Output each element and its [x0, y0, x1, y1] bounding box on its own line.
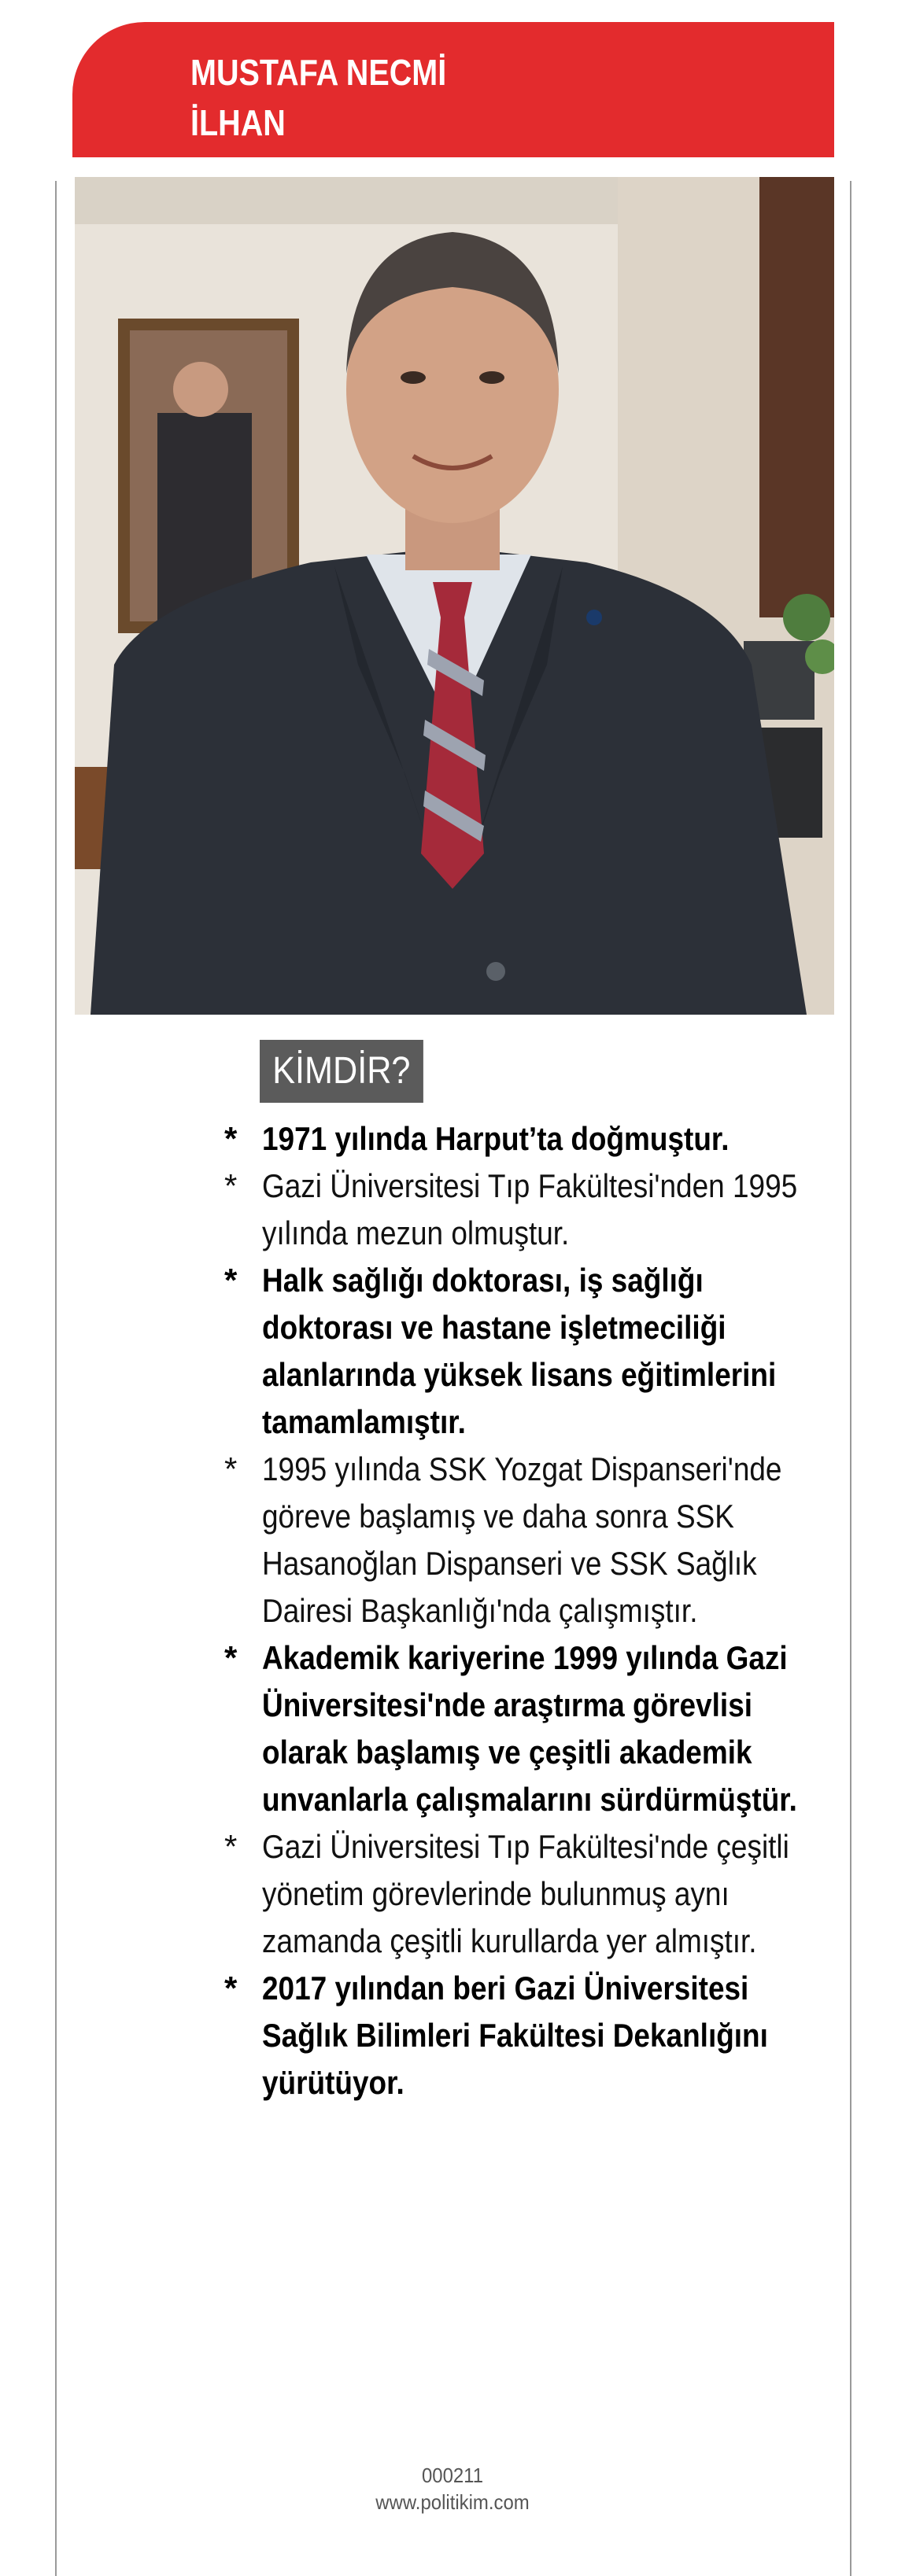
page-footer — [0, 2462, 905, 2515]
section-label-kimdir: KİMDİR? — [260, 1040, 423, 1103]
bio-item — [224, 1257, 807, 1446]
bio-item-text: 1995 yılında SSK Yozgat Dispanseri'nde göreve başlamış ve daha sonra SSK Hasanoğlan Dispanseri ve SSK Sağlık Dairesi Başkanlığı'nda çalışmıştır. — [262, 1450, 782, 1629]
bullet-asterisk: * — [224, 1639, 238, 1676]
bio-item-text: Halk sağlığı doktorası, iş sağlığı doktorası ve hastane işletmeciliği alanlarında yüksek lisans eğitimlerini tamamlamıştır. — [262, 1262, 777, 1440]
bio-item-text: 2017 yılından beri Gazi Üniversitesi Sağlık Bilimleri Fakültesi Dekanlığını yürütüyor. — [262, 1970, 768, 2101]
person-name — [190, 47, 664, 148]
person-name-line1: MUSTAFA NECMİ — [190, 52, 447, 93]
bullet-asterisk: * — [224, 1167, 238, 1204]
page-border-left — [55, 181, 57, 2576]
bio-item — [224, 1446, 807, 1634]
bio-item — [224, 1115, 807, 1163]
footer-code: 000211 — [421, 2464, 484, 2487]
person-name-line2: İLHAN — [190, 102, 286, 143]
bio-item-text: Gazi Üniversitesi Tıp Fakültesi'nden 1995 yılında mezun olmuştur. — [262, 1167, 798, 1251]
bullet-asterisk: * — [224, 1120, 238, 1157]
bio-item-text: Gazi Üniversitesi Tıp Fakültesi'nde çeşitli yönetim görevlerinde bulunmuş aynı zamanda çeşitli kurullarda yer almıştır. — [262, 1828, 789, 1959]
bio-item — [224, 1965, 807, 2106]
portrait-photo — [75, 177, 834, 1015]
bio-item — [224, 1163, 807, 1257]
bullet-asterisk: * — [224, 1450, 238, 1487]
bullet-asterisk: * — [224, 1970, 238, 2007]
bio-item-text: Akademik kariyerine 1999 yılında Gazi Üniversitesi'nde araştırma görevlisi olarak başlamış ve çeşitli akademik unvanlarla çalışmalarını sürdürmüştür. — [262, 1639, 797, 1818]
bio-item — [224, 1634, 807, 1823]
bio-item — [224, 1823, 807, 1965]
bio-item-text: 1971 yılında Harput’ta doğmuştur. — [262, 1120, 730, 1157]
page-border-right — [850, 181, 851, 2576]
name-banner — [72, 22, 834, 157]
footer-website-link[interactable]: www.politikim.com — [375, 2490, 530, 2514]
biography-list — [224, 1115, 807, 2106]
bullet-asterisk: * — [224, 1262, 238, 1299]
bullet-asterisk: * — [224, 1828, 238, 1865]
